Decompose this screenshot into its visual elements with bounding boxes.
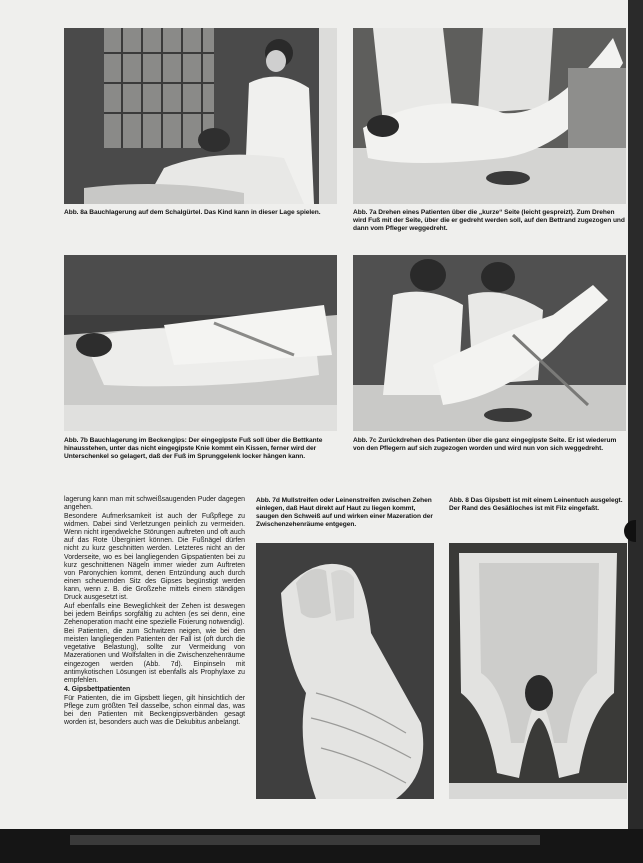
photo-fig-7d	[256, 543, 434, 799]
half-circle-marker	[624, 520, 636, 542]
page-bottom-band	[0, 829, 643, 863]
body-text-column	[64, 496, 245, 728]
photo-fig-8	[449, 543, 627, 799]
caption-fig-7b: Abb. 7b Bauchlagerung im Beckengips: Der eingegipste Fuß soll über die Bettkante hinausstehen, unter das nicht eingegipste Knie kommt ein Kissen, ferner wird der Unterschenkel so gelagert, daß der Fuß im Sprunggelenk locker hängen kann.	[64, 437, 323, 461]
caption-fig-8: Abb. 8 Das Gipsbett ist mit einem Leinentuch ausgelegt. Der Rand des Gesäßloches ist mit Filz eingefaßt.	[449, 497, 623, 513]
section-heading: 4. Gipsbettpatienten	[64, 686, 131, 694]
photo-fig-7d-image	[256, 543, 434, 799]
photo-fig-8a	[64, 28, 337, 204]
body-paragraph: Für Patienten, die im Gipsbett liegen, gilt hinsichtlich der Pflege zum größten Teil dasselbe, schon einmal das, was bei den Patienten mit Beckengipsverbänden gesagt worden ist, besonders auch was die Dekubitus anbelangt.	[64, 694, 245, 727]
body-paragraph: Auf ebenfalls eine Beweglichkeit der Zehen ist deswegen bei jedem Beinfips sorgfältig zu achten (es sei denn, eine Zehenoperation macht eine spezielle Fixierung notwendig).	[64, 603, 245, 627]
caption-fig-7d: Abb. 7d Mullstreifen oder Leinenstreifen zwischen Zehen einlegen, daß Haut direkt auf Haut zu liegen kommt, saugen den Schweiß auf und wirken einer Mazeration der Zwischenzehenräume entgegen.	[256, 497, 433, 529]
photo-fig-8-image	[449, 543, 627, 799]
body-paragraph: lagerung kann man mit schweißsaugenden Puder dagegen angehen.	[64, 496, 245, 512]
caption-fig-7a: Abb. 7a Drehen eines Patienten über die „kurze“ Seite (leicht gespreizt). Zum Drehen wird Fuß mit der Seite, über die er gedreht werden soll, auf den Bettrand zugezogen und dann vom Pfleger weggedreht.	[353, 209, 625, 233]
photo-fig-7b	[64, 255, 337, 431]
caption-fig-7c: Abb. 7c Zurückdrehen des Patienten über die ganz eingegipste Seite. Er ist wiederum von den Pflegern auf sich zugezogen worden und wird nun von sich weggedreht.	[353, 437, 617, 453]
page-bottom-strip	[70, 835, 540, 845]
photo-fig-7a-image	[353, 28, 626, 204]
page-edge-shadow	[628, 0, 643, 863]
body-paragraph: Besondere Aufmerksamkeit ist auch der Fußpflege zu widmen. Dabei sind Verletzungen peinlich zu vermeiden. Wenn nicht irgendwelche Störungen auftreten und oft auch auf das Rote Überginiert können. Die Fußnägel dürfen nicht zu kurz geschnitten werden. Letzteres nicht an der Vorderseite, wo es bei langliegenden Gipspatienten bei zu kurz geschnittenen Nägeln immer wieder zum Auftreten von Paronychien kommt, denen Entzündung auch durch einen scheuernden Sitz des Gipses begünstigt werden kann, wenn z. B. die Großzehe mittels einem ständigen Druck ausgesetzt ist.	[64, 512, 245, 602]
photo-fig-8a-image	[64, 28, 337, 204]
photo-fig-7b-image	[64, 255, 337, 431]
caption-fig-8a: Abb. 8a Bauchlagerung auf dem Schalgürtel. Das Kind kann in dieser Lage spielen.	[64, 209, 321, 216]
photo-fig-7c	[353, 255, 626, 431]
photo-fig-7a	[353, 28, 626, 204]
photo-fig-7c-image	[353, 255, 626, 431]
body-paragraph: Bei Patienten, die zum Schwitzen neigen, wie bei den meisten langliegenden Patienten der Fall ist (oft durch die vegetative Belastung), sollte zur Vermeidung von Mazerationen und Wolfsfalten in die Zwischenzehenräume eingezogen werden (Abb. 7d). Einpinseln mit antimykotischen Lösungen ist ebenfalls als Prophylaxe zu empfehlen.	[64, 628, 245, 684]
